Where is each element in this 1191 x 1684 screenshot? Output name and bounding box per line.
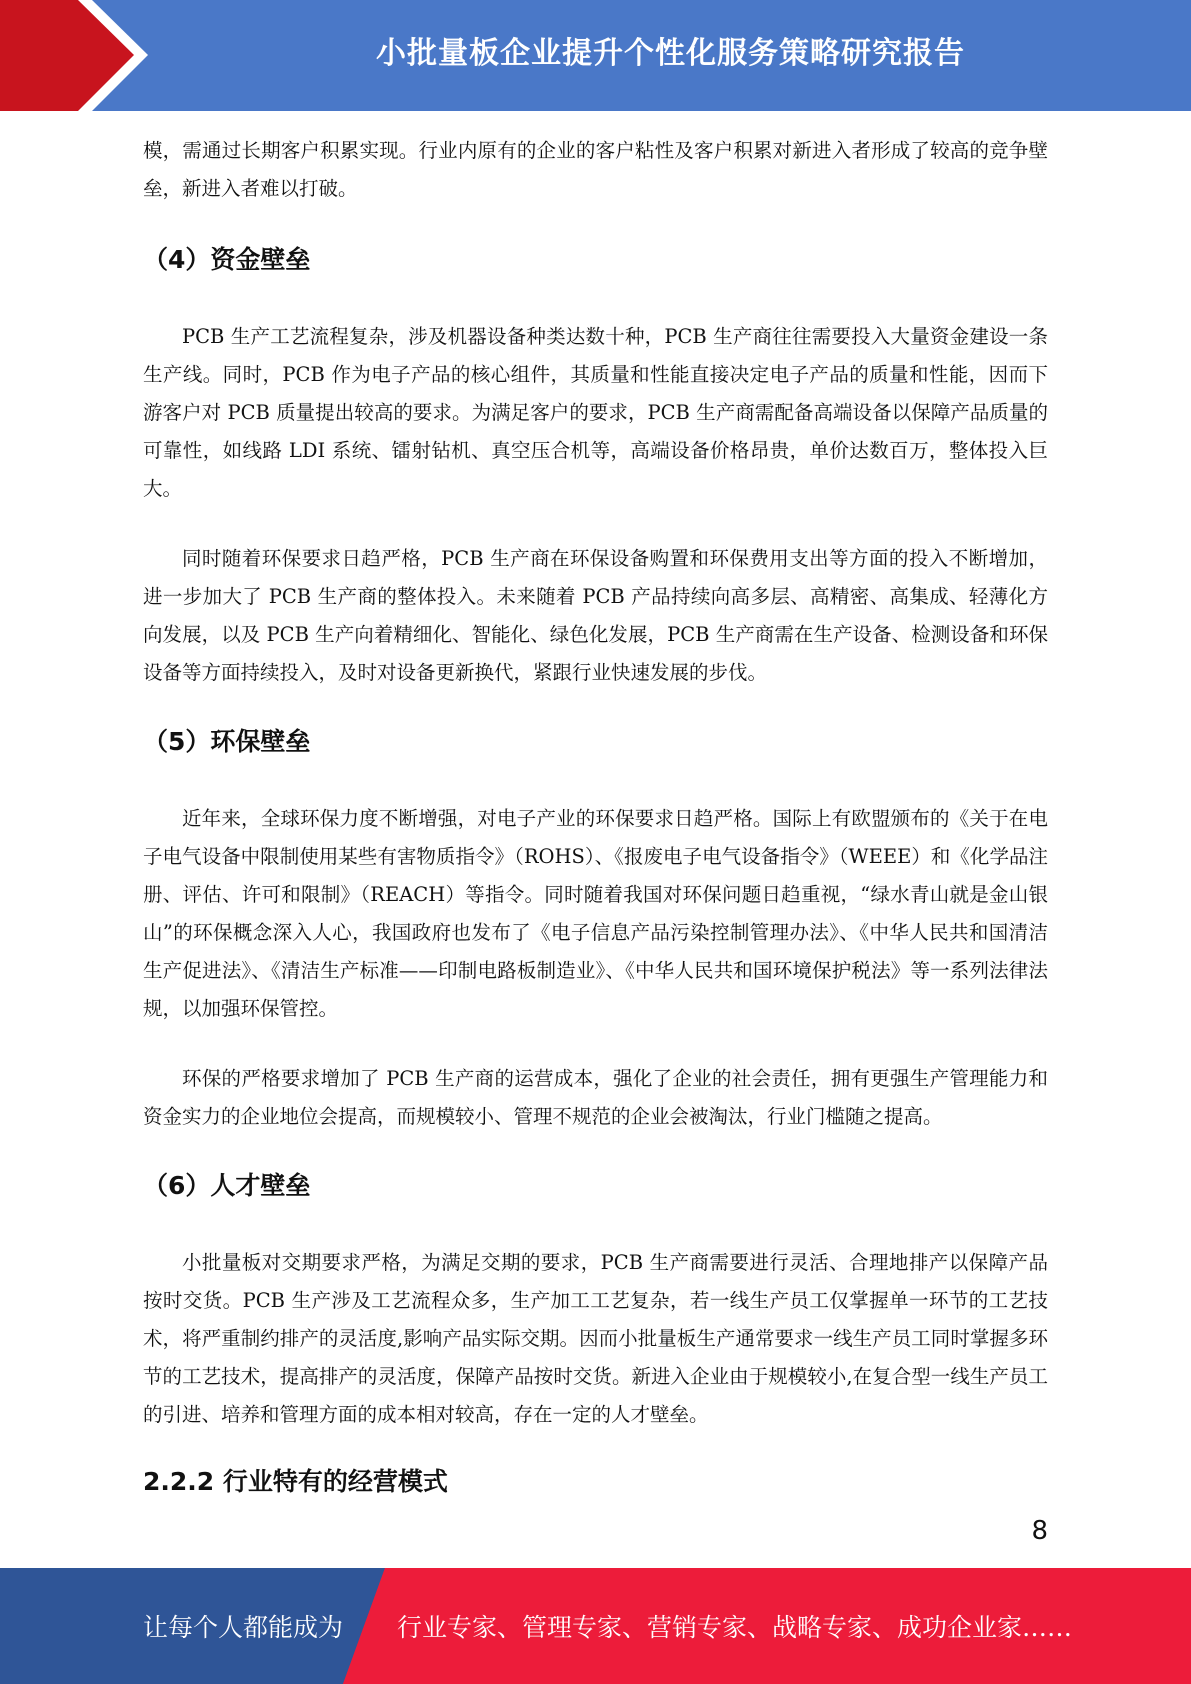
section-heading-environmental-barrier: （5）环保壁垒 [143,727,311,756]
footer-slogan-roles: 行业专家、管理专家、营销专家、战略专家、成功企业家…… [397,1613,1073,1642]
header-banner [0,0,1191,111]
footer-banner [0,1568,1191,1684]
paragraph: PCB 生产工艺流程复杂，涉及机器设备种类达数十种，PCB 生产商往往需要投入大量资金建设一条生产线。同时，PCB 作为电子产品的核心组件，其质量和性能直接决定电子产品的质量和性能，因而下游客户对 PCB 质量提出较高的要求。为满足客户的要求，PCB 生产商需配备高端设备以保障产品质量的可靠性，如线路 LDI 系统、镭射钻机、真空压合机等，高端设备价格昂贵，单价达数百万，整体投入巨大。 [143,325,1048,500]
section-heading-capital-barrier: （4）资金壁垒 [143,245,311,274]
paragraph: 近年来，全球环保力度不断增强，对电子产业的环保要求日趋严格。国际上有欧盟颁布的《关于在电子电气设备中限制使用某些有害物质指令》（ROHS）、《报废电子电气设备指令》（WEEE）和《化学品注册、评估、许可和限制》（REACH）等指令。同时随着我国对环保问题日趋重视，“绿水青山就是金山银山”的环保概念深入人心，我国政府也发布了《电子信息产品污染控制管理办法》、《中华人民共和国清洁生产促进法》、《清洁生产标准——印制电路板制造业》、《中华人民共和国环境保护税法》等一系列法律法规，以加强环保管控。 [143,807,1048,1020]
document-title: 小批量板企业提升个性化服务策略研究报告 [376,36,965,71]
page-number: 8 [1031,1516,1048,1546]
paragraph: 同时随着环保要求日趋严格，PCB 生产商在环保设备购置和环保费用支出等方面的投入不断增加，进一步加大了 PCB 生产商的整体投入。未来随着 PCB 产品持续向高多层、高精密、高集成、轻薄化方向发展，以及 PCB 生产向着精细化、智能化、绿色化发展，PCB 生产商需在生产设备、检测设备和环保设备等方面持续投入，及时对设备更新换代，紧跟行业快速发展的步伐。 [143,547,1048,684]
page-content [143,132,1048,1502]
paragraph: 环保的严格要求增加了 PCB 生产商的运营成本，强化了企业的社会责任，拥有更强生产管理能力和资金实力的企业地位会提高，而规模较小、管理不规范的企业会被淘汰，行业门槛随之提高。 [143,1067,1048,1128]
section-heading-talent-barrier: （6）人才壁垒 [143,1171,311,1200]
paragraph: 小批量板对交期要求严格，为满足交期的要求，PCB 生产商需要进行灵活、合理地排产以保障产品按时交货。PCB 生产涉及工艺流程众多，生产加工工艺复杂，若一线生产员工仅掌握单一环节的工艺技术，将严重制约排产的灵活度,影响产品实际交期。因而小批量板生产通常要求一线生产员工同时掌握多环节的工艺技术，提高排产的灵活度，保障产品按时交货。新进入企业由于规模较小,在复合型一线生产员工的引进、培养和管理方面的成本相对较高，存在一定的人才壁垒。 [143,1251,1048,1426]
continuation-paragraph: 模，需通过长期客户积累实现。行业内原有的企业的客户粘性及客户积累对新进入者形成了较高的竞争壁垒，新进入者难以打破。 [143,139,1048,200]
footer-slogan-lead: 让每个人都能成为 [143,1613,344,1642]
section-heading-business-model: 2.2.2 行业特有的经营模式 [143,1467,448,1496]
